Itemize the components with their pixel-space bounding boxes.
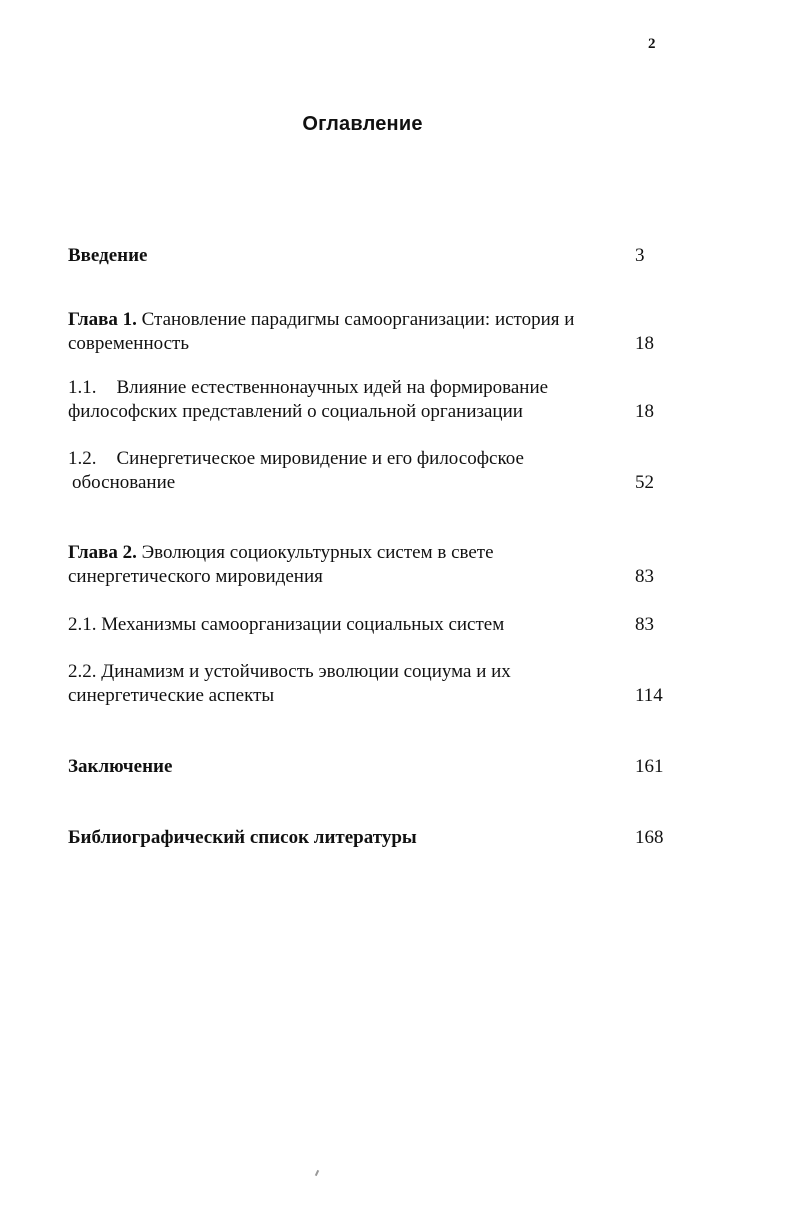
toc-bibliography-page: 168 [635,827,664,848]
page-title: Оглавление [302,113,423,135]
toc-chapter-2-prefix: Глава 2. [68,542,137,563]
toc-entry-conclusion[interactable] [68,755,668,779]
toc-section-2-2-title-line1: 2.2. Динамизм и устойчивость эволюции социума и их [68,661,511,682]
toc-section-2-1-page: 83 [635,614,654,635]
toc-section-2-2-title-line2: синергетические аспекты [68,685,275,706]
toc-entry-section-2-1[interactable] [68,613,668,637]
page-number: 2 [648,36,656,52]
toc-section-2-1-title: 2.1. Механизмы самоорганизации социальных систем [68,614,505,635]
toc-entry-section-1-1[interactable] [68,376,668,424]
toc-chapter-1-prefix: Глава 1. [68,309,137,330]
toc-section-1-1-page: 18 [635,401,654,422]
toc-entry-section-1-2[interactable] [68,447,668,495]
toc-chapter-2-page: 83 [635,566,654,587]
toc-section-2-2-page: 114 [635,685,663,706]
toc-section-1-2-page: 52 [635,472,654,493]
scan-speck [315,1170,319,1176]
toc-entry-intro[interactable] [68,244,668,268]
toc-section-1-2-title-line2: обоснование [72,472,176,493]
toc-section-1-2-number: 1.2. [68,448,97,469]
toc-chapter-1-page: 18 [635,333,654,354]
toc-conclusion-page: 161 [635,756,664,777]
toc-bibliography-label: Библиографический список литературы [68,827,417,848]
toc-chapter-1-title-line2: современность [68,333,190,354]
toc-entry-intro-page: 3 [635,245,645,266]
toc-chapter-1-title-line1: Становление парадигмы самоорганизации: история и [141,309,575,330]
toc-entry-chapter-2[interactable] [68,541,668,589]
toc-entry-chapter-1[interactable] [68,308,668,356]
toc-entry-intro-label: Введение [68,245,148,266]
toc-section-1-1-title-line2: философских представлений о социальной организации [68,401,523,422]
toc-section-1-1-title-line1: Влияние естественнонаучных идей на формирование [116,377,549,398]
toc-section-1-1-number: 1.1. [68,377,97,398]
toc-chapter-2-title-line2: синергетического мировидения [68,566,323,587]
toc-conclusion-label: Заключение [68,756,173,777]
toc-entry-bibliography[interactable] [68,826,668,850]
toc-entry-section-2-2[interactable] [68,660,668,708]
toc-chapter-2-title-line1: Эволюция социокультурных систем в свете [141,542,494,563]
toc-section-1-2-title-line1: Синергетическое мировидение и его философское [116,448,524,469]
